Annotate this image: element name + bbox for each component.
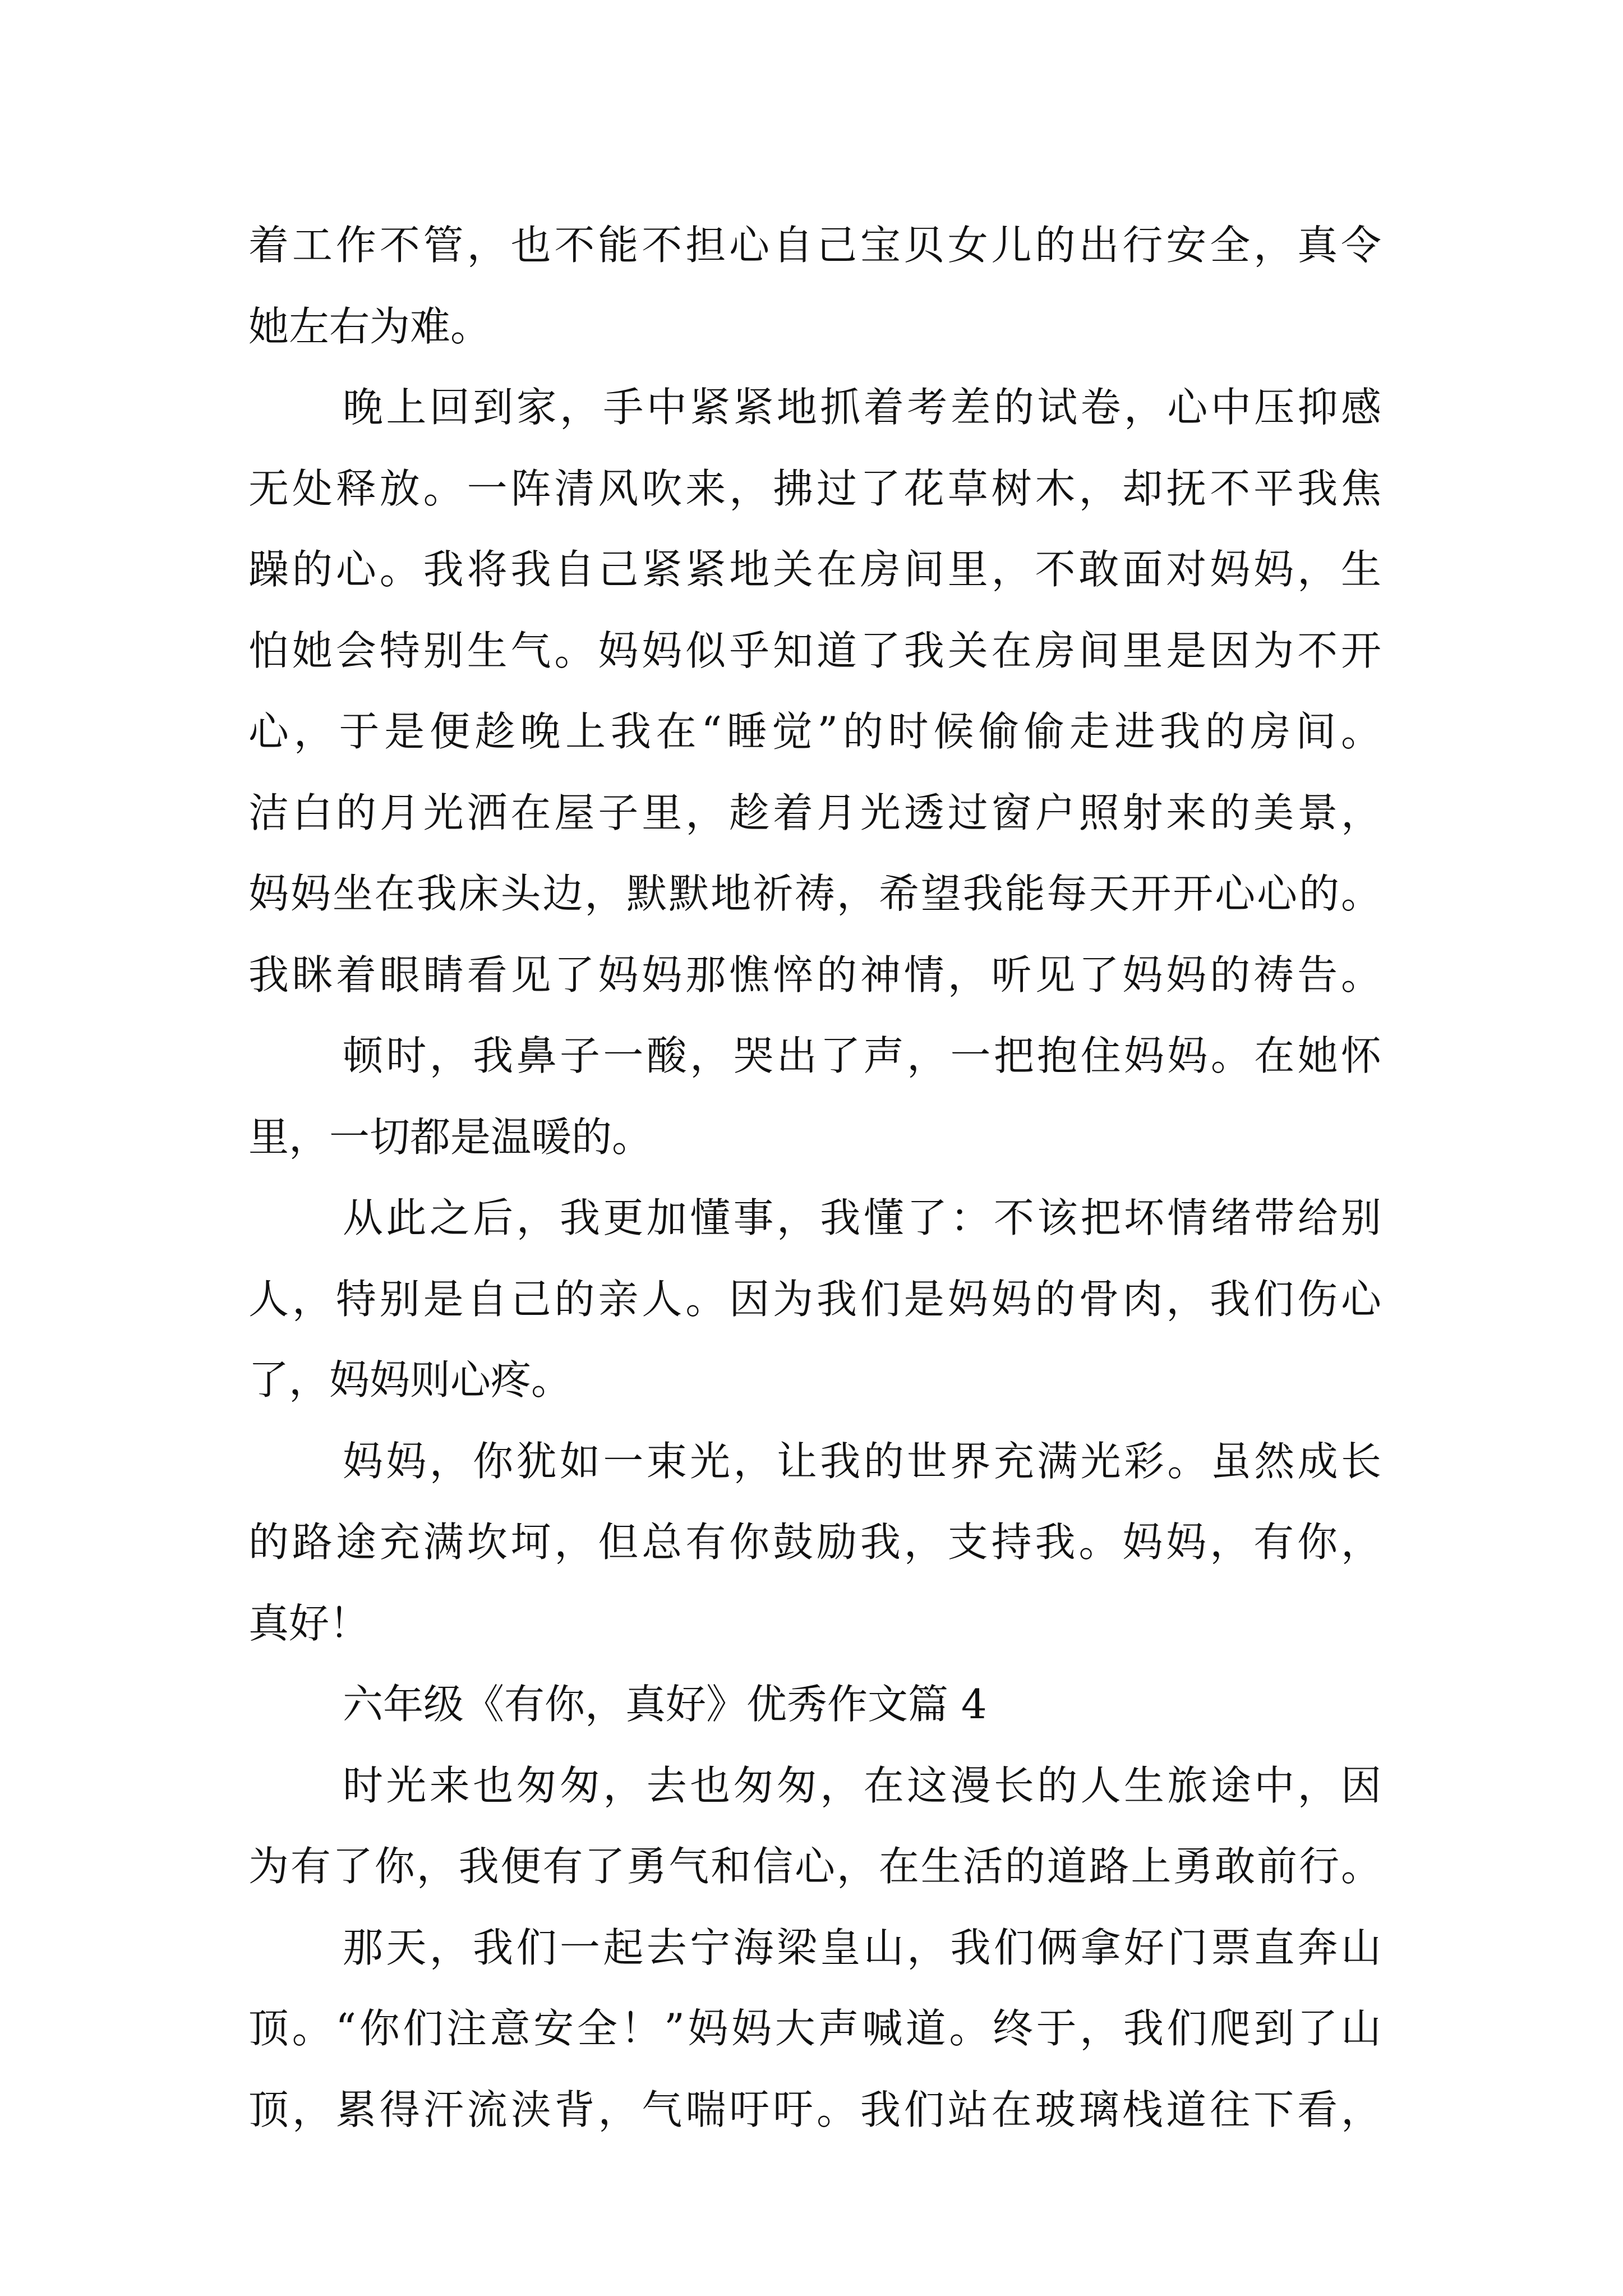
text-line: 顶，累得汗流浃背，气喘吁吁。我们站在玻璃栈道往下看， [248,2086,1381,2133]
text-line: 从此之后，我更加懂事，我懂了：不该把坏情绪带给别 [343,1194,1381,1241]
text-line: 晚上回到家，手中紧紧地抓着考差的试卷，心中压抑感 [343,384,1381,431]
text-line: 了，妈妈则心疼。 [248,1356,572,1404]
text-line: 顿时，我鼻子一酸，哭出了声，一把抱住妈妈。在她怀 [343,1032,1381,1079]
text-line: 里，一切都是温暖的。 [248,1113,653,1161]
text-line: 怕她会特别生气。妈妈似乎知道了我关在房间里是因为不开 [248,627,1381,674]
text-line: 心，于是便趁晚上我在“睡觉”的时候偷偷走进我的房间。 [248,708,1381,755]
text-line: 顶。“你们注意安全！”妈妈大声喊道。终于，我们爬到了山 [248,2005,1381,2052]
text-line: 妈妈坐在我床头边，默默地祈祷，希望我能每天开开心心的。 [248,870,1381,917]
text-line: 真好！ [248,1599,370,1647]
text-line: 无处释放。一阵清风吹来，拂过了花草树木，却抚不平我焦 [248,464,1381,512]
section-heading: 六年级《有你，真好》优秀作文篇 4 [343,1681,987,1728]
text-line: 她左右为难。 [248,302,491,350]
text-line: 洁白的月光洒在屋子里，趁着月光透过窗户照射来的美景， [248,789,1381,836]
text-line: 的路途充满坎坷，但总有你鼓励我，支持我。妈妈，有你， [248,1519,1381,1566]
essay-body [248,205,1381,2150]
text-line: 妈妈，你犹如一束光，让我的世界充满光彩。虽然成长 [343,1437,1381,1485]
text-line: 着工作不管，也不能不担心自己宝贝女儿的出行安全，真令 [248,222,1381,269]
text-line: 为有了你，我便有了勇气和信心，在生活的道路上勇敢前行。 [248,1843,1381,1890]
text-line: 人，特别是自己的亲人。因为我们是妈妈的骨肉，我们伤心 [248,1275,1381,1323]
text-line: 时光来也匆匆，去也匆匆，在这漫长的人生旅途中，因 [343,1761,1381,1809]
text-line: 躁的心。我将我自己紧紧地关在房间里，不敢面对妈妈，生 [248,546,1381,593]
text-line: 那天，我们一起去宁海梁皇山，我们俩拿好门票直奔山 [343,1924,1381,1971]
text-line: 我眯着眼睛看见了妈妈那憔悴的神情，听见了妈妈的祷告。 [248,951,1381,999]
